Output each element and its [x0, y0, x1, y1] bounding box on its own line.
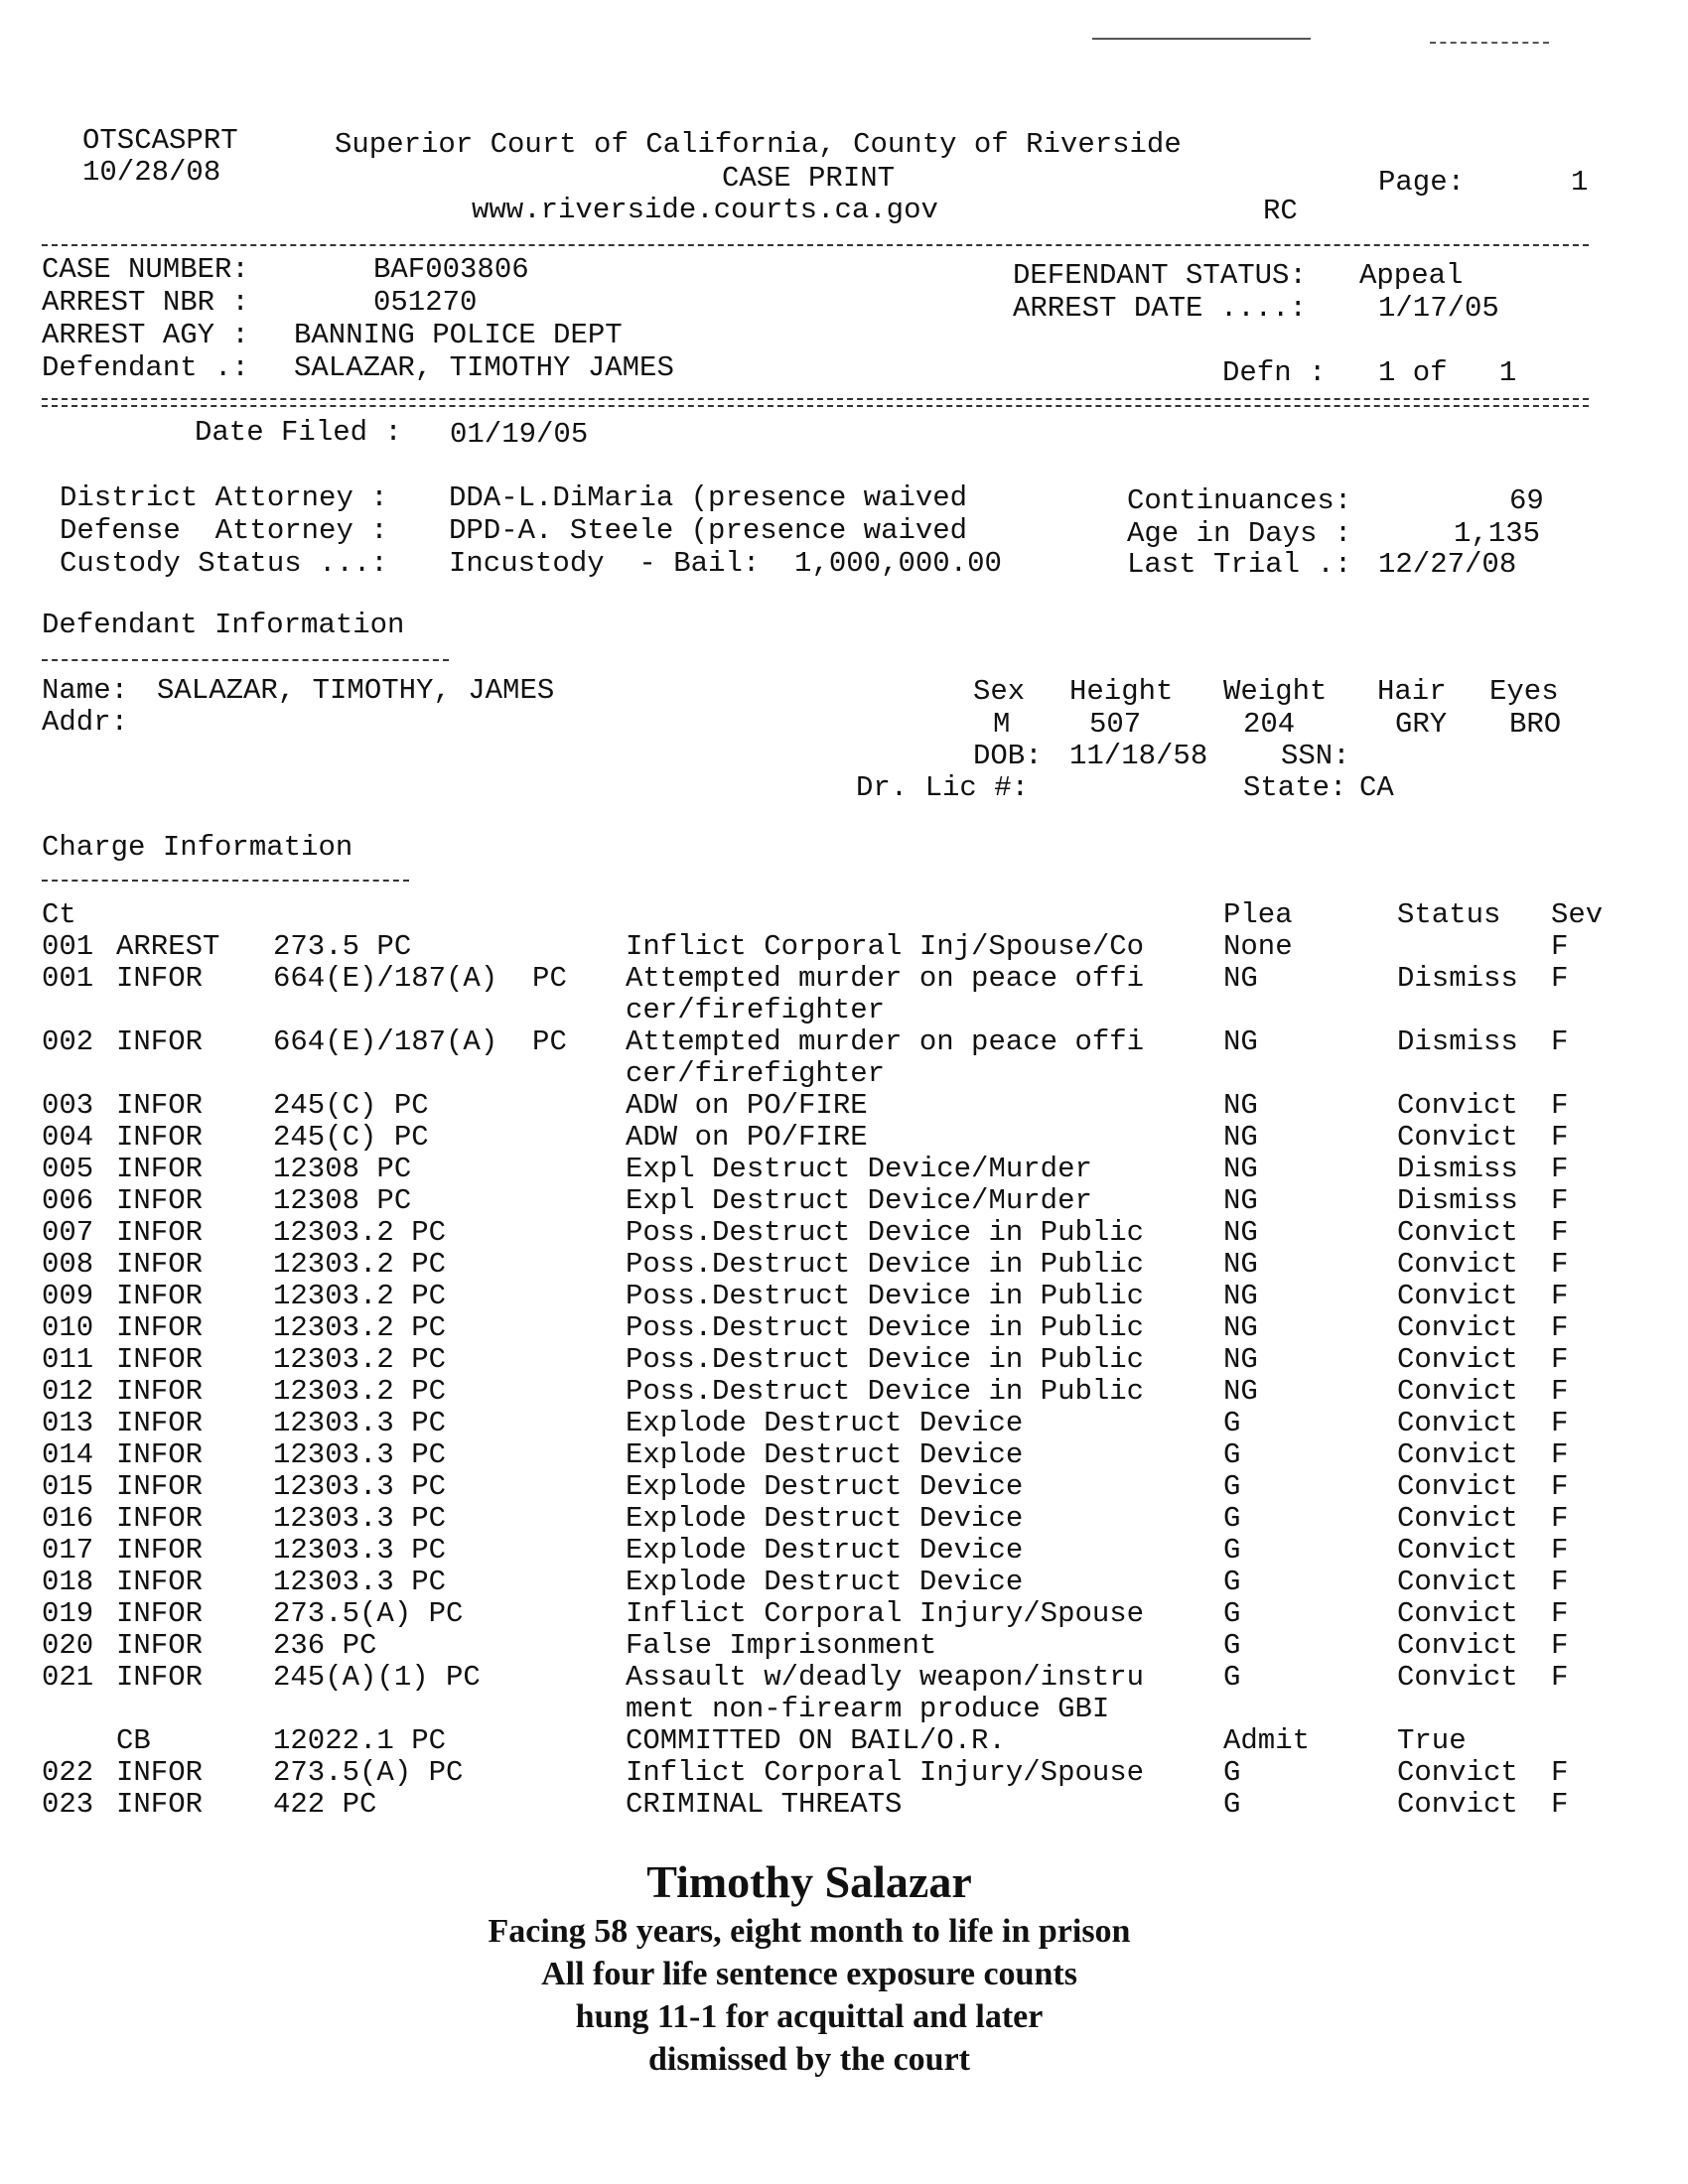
arrest-date-label: ARREST DATE ....: [1013, 292, 1307, 325]
charge-status: Convict [1397, 1661, 1518, 1694]
eyes-value: BRO [1509, 708, 1562, 741]
charge-row [42, 1439, 1603, 1471]
charge-row [42, 1090, 1603, 1122]
charge-desc: Poss.Destruct Device in Public [626, 1343, 1145, 1376]
charge-sev: F [1551, 1566, 1569, 1598]
charge-sev: F [1551, 1343, 1569, 1376]
charge-ct: 007 [42, 1216, 94, 1249]
charge-code: 245(C) PC [273, 1089, 429, 1122]
state-value: CA [1359, 771, 1394, 804]
charge-row [42, 1249, 1603, 1281]
charge-plea: NG [1223, 1343, 1258, 1376]
charge-row [42, 1154, 1603, 1185]
header-divider [42, 244, 1589, 246]
charge-status: Convict [1397, 1756, 1518, 1789]
charge-ct: 020 [42, 1629, 94, 1662]
height-label: Height [1069, 675, 1174, 708]
charge-code: 12303.3 PC [273, 1566, 447, 1598]
charge-status [1397, 1058, 1551, 1090]
charge-src: ARREST [116, 930, 220, 963]
charge-row [42, 1185, 1603, 1217]
charge-plea: G [1223, 1661, 1241, 1694]
charge-row [42, 1503, 1603, 1535]
charge-sev: F [1551, 962, 1569, 995]
charge-src: INFOR [116, 1089, 204, 1122]
charge-desc: Poss.Destruct Device in Public [626, 1375, 1145, 1408]
age-in-days-label: Age in Days : [1127, 517, 1352, 550]
charge-ct: 010 [42, 1311, 94, 1344]
charge-plea: NG [1223, 1375, 1258, 1408]
document-title: CASE PRINT [722, 162, 896, 195]
col-status-header: Status [1397, 898, 1501, 931]
charge-status: Convict [1397, 1280, 1518, 1312]
arrest-agency: BANNING POLICE DEPT [294, 319, 623, 351]
charge-ct: 003 [42, 1089, 94, 1122]
charge-plea: G [1223, 1788, 1241, 1821]
charge-row [42, 931, 1603, 963]
date-filed-label: Date Filed : [195, 416, 402, 449]
charge-desc: Expl Destruct Device/Murder [626, 1184, 1092, 1217]
defense-attorney-label: Defense Attorney : [60, 514, 388, 547]
district-attorney-label: District Attorney : [60, 481, 388, 514]
charge-ct: 015 [42, 1470, 94, 1503]
charge-status: Convict [1397, 1311, 1518, 1344]
charge-code: 422 PC [273, 1788, 377, 1821]
charge-ct: 004 [42, 1121, 94, 1154]
weight-value: 204 [1243, 708, 1296, 741]
charge-plea: G [1223, 1756, 1241, 1789]
charge-status: Convict [1397, 1502, 1518, 1535]
charge-ct: 006 [42, 1184, 94, 1217]
charge-status: Convict [1397, 1089, 1518, 1122]
charge-code: 12308 PC [273, 1184, 412, 1217]
charge-sev [1551, 995, 1603, 1026]
charge-src: INFOR [116, 1597, 204, 1630]
charge-sev: F [1551, 930, 1569, 963]
charge-plea [1223, 995, 1397, 1026]
charge-src: INFOR [116, 1311, 204, 1344]
charge-src: INFOR [116, 1407, 204, 1439]
charge-status: Convict [1397, 1248, 1518, 1281]
charge-status: Convict [1397, 1788, 1518, 1821]
charge-sev [1551, 1058, 1603, 1090]
charge-src: INFOR [116, 1216, 204, 1249]
charge-ct: 012 [42, 1375, 94, 1408]
charge-src: CB [116, 1724, 151, 1757]
charge-sev: F [1551, 1280, 1569, 1312]
charge-plea: NG [1223, 1280, 1258, 1312]
charge-status [1397, 995, 1551, 1026]
charge-code: 12022.1 PC [273, 1724, 447, 1757]
charge-code: 245(A)(1) PC [273, 1661, 481, 1694]
weight-label: Weight [1223, 675, 1328, 708]
charge-sev: F [1551, 1153, 1569, 1185]
charge-status: Convict [1397, 1121, 1518, 1154]
charge-row [42, 1662, 1603, 1694]
charge-ct: 014 [42, 1438, 94, 1471]
charge-src: INFOR [116, 1438, 204, 1471]
charge-code: 273.5(A) PC [273, 1756, 464, 1789]
defense-attorney: DPD-A. Steele (presence waived [449, 514, 968, 547]
charge-row [42, 1376, 1603, 1408]
report-date: 10/28/08 [82, 156, 221, 189]
charge-row [42, 1026, 1603, 1058]
defendant-info-underline [42, 659, 449, 661]
charge-code: 12303.3 PC [273, 1534, 447, 1567]
charge-row [42, 1789, 1603, 1821]
charge-src [116, 995, 273, 1026]
case-number-label: CASE NUMBER: [42, 253, 249, 286]
charge-code: 12303.2 PC [273, 1248, 447, 1281]
dob-value: 11/18/58 [1069, 740, 1208, 772]
charge-plea: G [1223, 1407, 1241, 1439]
charge-desc: Inflict Corporal Injury/Spouse [626, 1756, 1145, 1789]
charge-ct: 009 [42, 1280, 94, 1312]
defn-label: Defn : [1222, 356, 1327, 389]
charge-desc: Attempted murder on peace offi [626, 1025, 1145, 1058]
arrest-date: 1/17/05 [1378, 292, 1499, 325]
ssn-label: SSN: [1281, 740, 1350, 772]
charge-desc: Explode Destruct Device [626, 1534, 1024, 1567]
charge-status [1397, 1694, 1551, 1725]
charge-plea: NG [1223, 1311, 1258, 1344]
charge-row [42, 1757, 1603, 1789]
charge-status: Convict [1397, 1534, 1518, 1567]
charge-sev: F [1551, 1025, 1569, 1058]
charge-src: INFOR [116, 1121, 204, 1154]
charge-src [116, 1058, 273, 1090]
charge-code: 12303.3 PC [273, 1407, 447, 1439]
charge-plea: Admit [1223, 1724, 1311, 1757]
charge-status: Convict [1397, 1343, 1518, 1376]
charge-sev: F [1551, 1502, 1569, 1535]
charge-status: Convict [1397, 1597, 1518, 1630]
charge-code [273, 1694, 626, 1725]
charge-src: INFOR [116, 1502, 204, 1535]
scan-artifact [1092, 38, 1311, 40]
charge-code: 12303.3 PC [273, 1502, 447, 1535]
charge-src: INFOR [116, 1629, 204, 1662]
charge-row [42, 963, 1603, 995]
charge-plea: NG [1223, 1216, 1258, 1249]
col-plea-header: Plea [1223, 898, 1293, 931]
charge-sev: F [1551, 1629, 1569, 1662]
arrest-nbr: 051270 [373, 286, 478, 319]
charge-status: Convict [1397, 1566, 1518, 1598]
charge-sev: F [1551, 1089, 1569, 1122]
charge-desc: Explode Destruct Device [626, 1470, 1024, 1503]
charge-src: INFOR [116, 1470, 204, 1503]
charge-sev: F [1551, 1438, 1569, 1471]
charge-ct: 022 [42, 1756, 94, 1789]
charge-src: INFOR [116, 1343, 204, 1376]
charge-code: 12303.2 PC [273, 1216, 447, 1249]
charge-src: INFOR [116, 1788, 204, 1821]
charge-row [42, 1725, 1603, 1757]
charge-plea: NG [1223, 1248, 1258, 1281]
charge-ct: 017 [42, 1534, 94, 1567]
charge-code: 12303.2 PC [273, 1280, 447, 1312]
charge-desc: cer/firefighter [626, 994, 886, 1026]
continuances-label: Continuances: [1127, 484, 1352, 517]
hair-value: GRY [1395, 708, 1448, 741]
caption-line-2: All four life sentence exposure counts [541, 1956, 1077, 1992]
charge-code [273, 1058, 626, 1090]
charge-plea: G [1223, 1470, 1241, 1503]
defendant-label: Defendant .: [42, 351, 249, 384]
charge-status: Dismiss [1397, 1184, 1518, 1217]
charge-sev [1551, 1694, 1603, 1725]
charge-ct: 021 [42, 1661, 94, 1694]
charge-sev: F [1551, 1756, 1569, 1789]
charge-code: 12303.2 PC [273, 1343, 447, 1376]
charge-desc: Explode Destruct Device [626, 1407, 1024, 1439]
charge-code: 12303.3 PC [273, 1470, 447, 1503]
charge-row [42, 1471, 1603, 1503]
charge-status: Convict [1397, 1470, 1518, 1503]
page-label: Page: [1378, 166, 1466, 199]
defendant-status-label: DEFENDANT STATUS: [1013, 259, 1307, 292]
page-number: 1 [1571, 166, 1589, 199]
defendant-info-title: Defendant Information [42, 609, 405, 641]
charge-plea [1223, 1058, 1397, 1090]
sex-label: Sex [973, 675, 1026, 708]
charge-plea: G [1223, 1566, 1241, 1598]
charge-ct: 023 [42, 1788, 94, 1821]
custody-status: Incustody - Bail: 1,000,000.00 [449, 547, 1002, 580]
charge-desc: Explode Destruct Device [626, 1566, 1024, 1598]
charge-sev: F [1551, 1534, 1569, 1567]
charge-desc: ment non-firearm produce GBI [626, 1693, 1110, 1725]
hair-label: Hair [1377, 675, 1447, 708]
charge-ct [42, 1725, 116, 1757]
name-label: Name: [42, 674, 129, 707]
caption-line-3: hung 11-1 for acquittal and later [575, 1998, 1044, 2035]
charge-sev: F [1551, 1121, 1569, 1154]
charge-plea: G [1223, 1534, 1241, 1567]
charge-status [1397, 931, 1551, 963]
charge-row [42, 1535, 1603, 1567]
col-ct-header: Ct [42, 898, 76, 931]
report-id: OTSCASPRT [82, 124, 238, 157]
charge-ct [42, 1058, 116, 1090]
charge-desc: Explode Destruct Device [626, 1502, 1024, 1535]
charges-header-row [42, 899, 1603, 931]
charge-desc: Poss.Destruct Device in Public [626, 1311, 1145, 1344]
charge-sev: F [1551, 1788, 1569, 1821]
charge-ct: 002 [42, 1025, 94, 1058]
charge-status: Convict [1397, 1407, 1518, 1439]
charge-sev: F [1551, 1248, 1569, 1281]
caption-line-4: dismissed by the court [648, 2041, 970, 2078]
charge-src [116, 1694, 273, 1725]
charge-ct: 013 [42, 1407, 94, 1439]
charge-code: 12303.3 PC [273, 1438, 447, 1471]
charge-plea: G [1223, 1502, 1241, 1535]
charge-ct: 005 [42, 1153, 94, 1185]
charge-row [42, 1344, 1603, 1376]
charge-sev: F [1551, 1470, 1569, 1503]
defendant-status: Appeal [1359, 259, 1464, 292]
date-filed: 01/19/05 [450, 418, 589, 451]
drivers-license-label: Dr. Lic #: [856, 771, 1030, 804]
arrest-nbr-label: ARREST NBR : [42, 286, 249, 319]
charge-sev: F [1551, 1375, 1569, 1408]
charge-desc: Assault w/deadly weapon/instru [626, 1661, 1145, 1694]
charge-code: 273.5 PC [273, 930, 412, 963]
charge-desc: Poss.Destruct Device in Public [626, 1248, 1145, 1281]
charge-row [42, 1408, 1603, 1439]
charge-row [42, 1598, 1603, 1630]
age-in-days: 1,135 [1454, 517, 1541, 550]
charge-row [42, 995, 1603, 1026]
charge-plea: None [1223, 930, 1293, 963]
location-code: RC [1263, 195, 1298, 227]
defn-value: 1 of 1 [1378, 356, 1517, 389]
charge-src: INFOR [116, 1280, 204, 1312]
charge-status: Convict [1397, 1216, 1518, 1249]
scan-artifact [1430, 42, 1549, 44]
charge-src: INFOR [116, 1248, 204, 1281]
charge-row [42, 1281, 1603, 1312]
charge-desc: Attempted murder on peace offi [626, 962, 1145, 995]
charge-info-title: Charge Information [42, 831, 353, 864]
charge-sev: F [1551, 1661, 1569, 1694]
sex-value: M [993, 708, 1011, 741]
charge-desc: Expl Destruct Device/Murder [626, 1153, 1092, 1185]
charge-desc: ADW on PO/FIRE [626, 1121, 868, 1154]
continuances: 69 [1509, 484, 1544, 517]
charge-sev: F [1551, 1311, 1569, 1344]
charge-row [42, 1217, 1603, 1249]
state-label: State: [1243, 771, 1347, 804]
charge-sev [1551, 1725, 1603, 1757]
defendant-name: SALAZAR, TIMOTHY JAMES [294, 351, 674, 384]
charges-table [42, 899, 1603, 1821]
defendant-full-name: SALAZAR, TIMOTHY, JAMES [157, 674, 555, 707]
charge-status: True [1397, 1724, 1467, 1757]
charge-sev: F [1551, 1216, 1569, 1249]
court-name: Superior Court of California, County of Riverside [335, 128, 1182, 161]
case-number: BAF003806 [373, 253, 529, 286]
charge-row [42, 1567, 1603, 1598]
charge-src: INFOR [116, 1025, 204, 1058]
charge-plea: G [1223, 1597, 1241, 1630]
charge-row [42, 1312, 1603, 1344]
charge-src: INFOR [116, 1566, 204, 1598]
charge-desc: ADW on PO/FIRE [626, 1089, 868, 1122]
court-website[interactable]: www.riverside.courts.ca.gov [472, 194, 938, 226]
charge-plea [1223, 1694, 1397, 1725]
charge-ct: 011 [42, 1343, 94, 1376]
charge-plea: NG [1223, 1089, 1258, 1122]
charge-ct: 018 [42, 1566, 94, 1598]
height-value: 507 [1089, 708, 1142, 741]
charge-sev: F [1551, 1184, 1569, 1217]
charge-status: Convict [1397, 1438, 1518, 1471]
charge-plea: G [1223, 1629, 1241, 1662]
charge-row [42, 1694, 1603, 1725]
arrest-agency-label: ARREST AGY : [42, 319, 249, 351]
charge-desc: Inflict Corporal Inj/Spouse/Co [626, 930, 1145, 963]
charge-desc: COMMITTED ON BAIL/O.R. [626, 1724, 1006, 1757]
charge-status: Dismiss [1397, 1153, 1518, 1185]
charge-code: 664(E)/187(A) PC [273, 962, 567, 995]
charge-code: 12303.2 PC [273, 1311, 447, 1344]
charge-plea: NG [1223, 962, 1258, 995]
charge-desc: Explode Destruct Device [626, 1438, 1024, 1471]
charge-desc: Inflict Corporal Injury/Spouse [626, 1597, 1145, 1630]
charge-desc: False Imprisonment [626, 1629, 937, 1662]
charge-code: 12308 PC [273, 1153, 412, 1185]
charge-src: INFOR [116, 1661, 204, 1694]
charge-sev: F [1551, 1407, 1569, 1439]
charge-src: INFOR [116, 1184, 204, 1217]
charge-code: 12303.2 PC [273, 1375, 447, 1408]
charge-desc: CRIMINAL THREATS [626, 1788, 903, 1821]
charge-info-underline [42, 880, 409, 882]
charge-plea: NG [1223, 1184, 1258, 1217]
charge-code [273, 995, 626, 1026]
charge-status: Convict [1397, 1629, 1518, 1662]
charge-code: 273.5(A) PC [273, 1597, 464, 1630]
charge-src: INFOR [116, 1534, 204, 1567]
charge-plea: NG [1223, 1025, 1258, 1058]
charge-code: 236 PC [273, 1629, 377, 1662]
charge-status: Convict [1397, 1375, 1518, 1408]
charge-status: Dismiss [1397, 962, 1518, 995]
eyes-label: Eyes [1489, 675, 1559, 708]
address-label: Addr: [42, 706, 129, 739]
charge-code: 245(C) PC [273, 1121, 429, 1154]
charge-ct: 001 [42, 962, 94, 995]
custody-status-label: Custody Status ...: [60, 547, 388, 580]
charge-ct [42, 995, 116, 1026]
caption-name: Timothy Salazar [646, 1856, 972, 1907]
case-divider [42, 398, 1589, 407]
charge-desc: cer/firefighter [626, 1057, 886, 1090]
charge-ct: 016 [42, 1502, 94, 1535]
col-sev-header: Sev [1551, 898, 1604, 931]
charge-ct [42, 1694, 116, 1725]
charge-plea: G [1223, 1438, 1241, 1471]
charge-status: Dismiss [1397, 1025, 1518, 1058]
charge-desc: Poss.Destruct Device in Public [626, 1216, 1145, 1249]
charge-row [42, 1122, 1603, 1154]
district-attorney: DDA-L.DiMaria (presence waived [449, 481, 968, 514]
charge-src: INFOR [116, 1375, 204, 1408]
charge-src: INFOR [116, 1756, 204, 1789]
charge-ct: 001 [42, 930, 94, 963]
caption-line-1: Facing 58 years, eight month to life in prison [488, 1913, 1131, 1950]
charge-ct: 008 [42, 1248, 94, 1281]
last-trial-label: Last Trial .: [1127, 548, 1352, 581]
charge-src: INFOR [116, 962, 204, 995]
charge-row [42, 1630, 1603, 1662]
charge-src: INFOR [116, 1153, 204, 1185]
charge-code: 664(E)/187(A) PC [273, 1025, 567, 1058]
charge-row [42, 1058, 1603, 1090]
last-trial: 12/27/08 [1378, 548, 1517, 581]
charge-desc: Poss.Destruct Device in Public [626, 1280, 1145, 1312]
charge-sev: F [1551, 1597, 1569, 1630]
charge-ct: 019 [42, 1597, 94, 1630]
charge-plea: NG [1223, 1153, 1258, 1185]
charge-plea: NG [1223, 1121, 1258, 1154]
dob-label: DOB: [973, 740, 1043, 772]
